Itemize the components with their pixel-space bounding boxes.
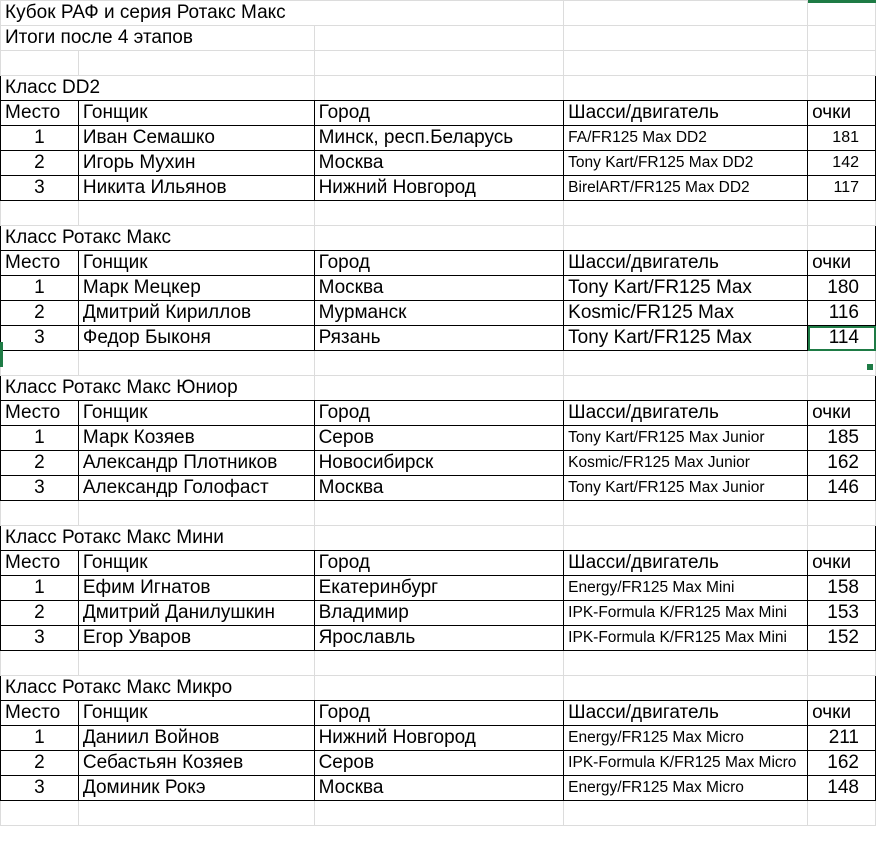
- sheet-row: [1, 576, 876, 601]
- sheet-body: [1, 1, 876, 826]
- empty-cell[interactable]: [314, 26, 564, 51]
- empty-cell[interactable]: [564, 801, 808, 826]
- city-cell[interactable]: Мурманск: [314, 301, 564, 326]
- empty-cell[interactable]: [78, 501, 314, 526]
- empty-cell[interactable]: [808, 26, 876, 51]
- driver-cell[interactable]: Игорь Мухин: [78, 151, 314, 176]
- empty-cell[interactable]: [808, 376, 876, 401]
- chassis-cell[interactable]: FA/FR125 Max DD2: [564, 126, 808, 151]
- empty-cell[interactable]: [314, 76, 564, 101]
- points-cell[interactable]: 146: [808, 476, 876, 501]
- header-points[interactable]: очки: [808, 101, 876, 126]
- chassis-cell[interactable]: Tony Kart/FR125 Max: [564, 276, 808, 301]
- header-driver[interactable]: Гонщик: [78, 401, 314, 426]
- empty-cell[interactable]: [314, 501, 564, 526]
- class-title[interactable]: Класс Ротакс Макс Юниор: [1, 376, 315, 401]
- place-cell[interactable]: 3: [1, 626, 79, 651]
- sheet-row: [1, 351, 876, 376]
- driver-cell[interactable]: Федор Быконя: [78, 326, 314, 351]
- points-cell-selected[interactable]: 114: [808, 326, 876, 351]
- row-selection-indicator: [0, 342, 3, 367]
- place-cell[interactable]: 2: [1, 751, 79, 776]
- points-cell[interactable]: 142: [808, 151, 876, 176]
- empty-cell[interactable]: [564, 76, 808, 101]
- empty-cell[interactable]: [564, 351, 808, 376]
- class-title[interactable]: Класс Ротакс Макс: [1, 226, 315, 251]
- empty-cell[interactable]: [314, 801, 564, 826]
- empty-cell[interactable]: [314, 351, 564, 376]
- header-chassis[interactable]: Шасси/двигатель: [564, 101, 808, 126]
- chassis-cell[interactable]: Energy/FR125 Max Mini: [564, 576, 808, 601]
- chassis-cell[interactable]: IPK-Formula K/FR125 Max Mini: [564, 626, 808, 651]
- sheet-row: [1, 626, 876, 651]
- sheet-row: [1, 276, 876, 301]
- sheet-row: [1, 126, 876, 151]
- sheet-row: [1, 26, 876, 51]
- place-cell[interactable]: 2: [1, 301, 79, 326]
- empty-cell[interactable]: [808, 651, 876, 676]
- empty-cell[interactable]: [564, 26, 808, 51]
- empty-cell[interactable]: [564, 376, 808, 401]
- header-place[interactable]: Место: [1, 251, 79, 276]
- header-driver[interactable]: Гонщик: [78, 251, 314, 276]
- driver-cell[interactable]: Ефим Игнатов: [78, 576, 314, 601]
- sheet-row: [1, 451, 876, 476]
- city-cell[interactable]: Серов: [314, 426, 564, 451]
- sheet-row: [1, 426, 876, 451]
- driver-cell[interactable]: Марк Козяев: [78, 426, 314, 451]
- chassis-cell[interactable]: IPK-Formula K/FR125 Max Micro: [564, 751, 808, 776]
- sheet-row: [1, 251, 876, 276]
- header-city[interactable]: Город: [314, 401, 564, 426]
- header-place[interactable]: Место: [1, 551, 79, 576]
- points-cell[interactable]: 211: [808, 726, 876, 751]
- points-cell[interactable]: 153: [808, 601, 876, 626]
- empty-cell[interactable]: [314, 51, 564, 76]
- class-title[interactable]: Класс Ротакс Макс Мини: [1, 526, 315, 551]
- city-cell[interactable]: Москва: [314, 276, 564, 301]
- sheet-row: [1, 726, 876, 751]
- header-place[interactable]: Место: [1, 701, 79, 726]
- sheet-row: [1, 301, 876, 326]
- header-points[interactable]: очки: [808, 701, 876, 726]
- class-title[interactable]: Класс Ротакс Макс Микро: [1, 676, 315, 701]
- city-cell[interactable]: Ярославль: [314, 626, 564, 651]
- sheet-row: [1, 526, 876, 551]
- header-driver[interactable]: Гонщик: [78, 701, 314, 726]
- driver-cell[interactable]: Никита Ильянов: [78, 176, 314, 201]
- points-cell[interactable]: 158: [808, 576, 876, 601]
- header-city[interactable]: Город: [314, 551, 564, 576]
- city-cell[interactable]: Владимир: [314, 601, 564, 626]
- chassis-cell[interactable]: BirelART/FR125 Max DD2: [564, 176, 808, 201]
- empty-cell[interactable]: [808, 76, 876, 101]
- city-cell[interactable]: Москва: [314, 476, 564, 501]
- empty-cell[interactable]: [78, 651, 314, 676]
- empty-cell[interactable]: [1, 351, 79, 376]
- city-cell[interactable]: Новосибирск: [314, 451, 564, 476]
- sheet-row: [1, 601, 876, 626]
- empty-cell[interactable]: [808, 526, 876, 551]
- place-cell[interactable]: 1: [1, 726, 79, 751]
- city-cell[interactable]: Рязань: [314, 326, 564, 351]
- sheet-row: [1, 476, 876, 501]
- chassis-cell[interactable]: Tony Kart/FR125 Max Junior: [564, 426, 808, 451]
- empty-cell[interactable]: [78, 801, 314, 826]
- sheet-row: [1, 326, 876, 351]
- header-place[interactable]: Место: [1, 101, 79, 126]
- driver-cell[interactable]: Доминик Рокэ: [78, 776, 314, 801]
- place-cell[interactable]: 2: [1, 601, 79, 626]
- header-points[interactable]: очки: [808, 551, 876, 576]
- empty-cell[interactable]: [1, 501, 79, 526]
- sheet-row: [1, 376, 876, 401]
- column-selection-indicator: [808, 0, 876, 3]
- empty-cell[interactable]: [808, 1, 876, 26]
- points-cell[interactable]: 162: [808, 751, 876, 776]
- empty-cell[interactable]: [314, 651, 564, 676]
- header-chassis[interactable]: Шасси/двигатель: [564, 401, 808, 426]
- empty-cell[interactable]: [564, 676, 808, 701]
- header-driver[interactable]: Гонщик: [78, 551, 314, 576]
- place-cell[interactable]: 1: [1, 126, 79, 151]
- sheet-row: [1, 551, 876, 576]
- city-cell[interactable]: Нижний Новгород: [314, 726, 564, 751]
- sheet-row: [1, 701, 876, 726]
- driver-cell[interactable]: Марк Мецкер: [78, 276, 314, 301]
- place-cell[interactable]: 3: [1, 476, 79, 501]
- sheet-row: [1, 651, 876, 676]
- chassis-cell[interactable]: Tony Kart/FR125 Max DD2: [564, 151, 808, 176]
- empty-cell[interactable]: [314, 376, 564, 401]
- place-cell[interactable]: 1: [1, 276, 79, 301]
- place-cell[interactable]: 3: [1, 176, 79, 201]
- empty-cell[interactable]: [808, 51, 876, 76]
- city-cell[interactable]: Москва: [314, 151, 564, 176]
- empty-cell[interactable]: [564, 1, 808, 26]
- place-cell[interactable]: 2: [1, 451, 79, 476]
- empty-cell[interactable]: [808, 676, 876, 701]
- header-place[interactable]: Место: [1, 401, 79, 426]
- empty-cell[interactable]: [1, 201, 79, 226]
- driver-cell[interactable]: Александр Голофаст: [78, 476, 314, 501]
- sheet-row: [1, 101, 876, 126]
- empty-cell[interactable]: [314, 526, 564, 551]
- empty-cell[interactable]: [808, 801, 876, 826]
- points-cell[interactable]: 185: [808, 426, 876, 451]
- empty-cell[interactable]: [1, 801, 79, 826]
- empty-cell[interactable]: [808, 226, 876, 251]
- empty-cell[interactable]: [564, 51, 808, 76]
- chassis-cell[interactable]: Tony Kart/FR125 Max Junior: [564, 476, 808, 501]
- class-title[interactable]: Класс DD2: [1, 76, 315, 101]
- chassis-cell[interactable]: Energy/FR125 Max Micro: [564, 776, 808, 801]
- header-city[interactable]: Город: [314, 251, 564, 276]
- empty-cell[interactable]: [78, 51, 314, 76]
- place-cell[interactable]: 3: [1, 326, 79, 351]
- empty-cell[interactable]: [1, 51, 79, 76]
- empty-cell[interactable]: [808, 201, 876, 226]
- header-chassis[interactable]: Шасси/двигатель: [564, 551, 808, 576]
- empty-cell[interactable]: [314, 201, 564, 226]
- sheet-row: [1, 751, 876, 776]
- points-cell[interactable]: 152: [808, 626, 876, 651]
- empty-cell[interactable]: [564, 501, 808, 526]
- header-chassis[interactable]: Шасси/двигатель: [564, 701, 808, 726]
- points-cell[interactable]: 117: [808, 176, 876, 201]
- points-cell[interactable]: 162: [808, 451, 876, 476]
- sheet-row: [1, 201, 876, 226]
- chassis-cell[interactable]: Energy/FR125 Max Micro: [564, 726, 808, 751]
- sheet-row: [1, 176, 876, 201]
- chassis-cell[interactable]: Kosmic/FR125 Max: [564, 301, 808, 326]
- header-chassis[interactable]: Шасси/двигатель: [564, 251, 808, 276]
- chassis-cell[interactable]: IPK-Formula K/FR125 Max Mini: [564, 601, 808, 626]
- empty-cell[interactable]: [808, 501, 876, 526]
- empty-cell[interactable]: [564, 226, 808, 251]
- empty-cell[interactable]: [78, 351, 314, 376]
- header-points[interactable]: очки: [808, 251, 876, 276]
- header-driver[interactable]: Гонщик: [78, 101, 314, 126]
- sheet-row: [1, 776, 876, 801]
- empty-cell[interactable]: [1, 651, 79, 676]
- empty-cell[interactable]: [564, 651, 808, 676]
- sheet-row: [1, 676, 876, 701]
- chassis-cell[interactable]: Tony Kart/FR125 Max: [564, 326, 808, 351]
- sheet-title[interactable]: Кубок РАФ и серия Ротакс Макс: [1, 1, 564, 26]
- driver-cell[interactable]: Себастьян Козяев: [78, 751, 314, 776]
- header-city[interactable]: Город: [314, 101, 564, 126]
- points-cell[interactable]: 116: [808, 301, 876, 326]
- city-cell[interactable]: Минск, респ.Беларусь: [314, 126, 564, 151]
- sheet-row: [1, 401, 876, 426]
- sheet-row: [1, 1, 876, 26]
- driver-cell[interactable]: Даниил Войнов: [78, 726, 314, 751]
- place-cell[interactable]: 2: [1, 151, 79, 176]
- sheet-subtitle[interactable]: Итоги после 4 этапов: [1, 26, 315, 51]
- points-cell[interactable]: 181: [808, 126, 876, 151]
- sheet-row: [1, 76, 876, 101]
- driver-cell[interactable]: Егор Уваров: [78, 626, 314, 651]
- sheet-row: [1, 226, 876, 251]
- city-cell[interactable]: Нижний Новгород: [314, 176, 564, 201]
- place-cell[interactable]: 3: [1, 776, 79, 801]
- sheet-row: [1, 501, 876, 526]
- header-city[interactable]: Город: [314, 701, 564, 726]
- empty-cell[interactable]: [314, 676, 564, 701]
- city-cell[interactable]: Москва: [314, 776, 564, 801]
- fill-handle[interactable]: [866, 363, 874, 371]
- points-cell[interactable]: 180: [808, 276, 876, 301]
- empty-cell[interactable]: [564, 526, 808, 551]
- empty-cell[interactable]: [564, 201, 808, 226]
- sheet-row: [1, 51, 876, 76]
- empty-cell[interactable]: [78, 201, 314, 226]
- sheet-row: [1, 801, 876, 826]
- place-cell[interactable]: 1: [1, 576, 79, 601]
- header-points[interactable]: очки: [808, 401, 876, 426]
- city-cell[interactable]: Екатеринбург: [314, 576, 564, 601]
- sheet-row: [1, 151, 876, 176]
- driver-cell[interactable]: Дмитрий Кириллов: [78, 301, 314, 326]
- empty-cell[interactable]: [314, 226, 564, 251]
- driver-cell[interactable]: Иван Семашко: [78, 126, 314, 151]
- place-cell[interactable]: 1: [1, 426, 79, 451]
- chassis-cell[interactable]: Kosmic/FR125 Max Junior: [564, 451, 808, 476]
- driver-cell[interactable]: Дмитрий Данилушкин: [78, 601, 314, 626]
- city-cell[interactable]: Серов: [314, 751, 564, 776]
- points-cell[interactable]: 148: [808, 776, 876, 801]
- driver-cell[interactable]: Александр Плотников: [78, 451, 314, 476]
